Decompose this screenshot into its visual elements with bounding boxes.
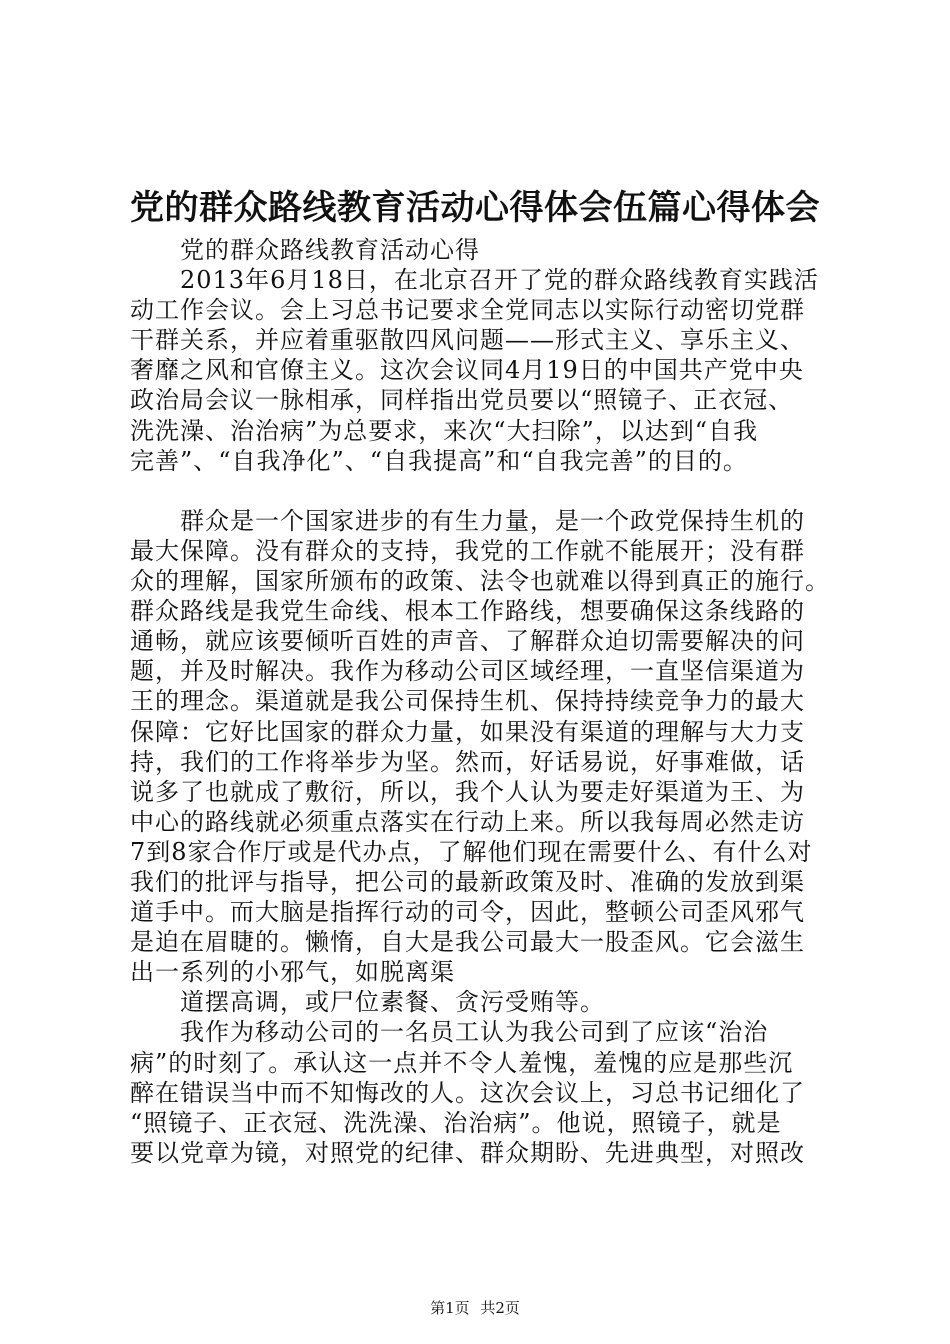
paragraph-line: 题，并及时解决。我作为移动公司区域经理，一直坚信渠道为 [130,657,805,686]
paragraph-line: 通畅，就应该要倾听百姓的声音、了解群众迫切需要解决的问 [130,627,805,656]
paragraph-line: 中心的路线就必须重点落实在行动上来。所以我每周必然走访 [130,807,805,836]
paragraph-line: 说多了也就成了敷衍，所以，我个人认为要走好渠道为王、为 [130,777,805,806]
paragraph-line: 动工作会议。会上习总书记要求全党同志以实际行动密切党群 [130,296,805,325]
paragraph-line: 群众路线是我党生命线、根本工作路线，想要确保这条线路的 [130,597,805,626]
paragraph-line: “照镜子、正衣冠、洗洗澡、治治病”。他说，照镜子，就是 [130,1108,782,1137]
paragraph-line: 我作为移动公司的一名员工认为我公司到了应该“治治 [180,1018,769,1047]
page-number: 第1页 [430,1299,470,1317]
paragraph-3 [130,987,838,1017]
paragraph-line: 完善”、“自我净化”、“自我提高”和“自我完善”的目的。 [130,446,748,475]
document-body [130,235,838,1168]
paragraph-line: 政治局会议一脉相承，同样指出党员要以“照镜子、正衣冠、 [130,386,794,415]
paragraph-line: 奢靡之风和官僚主义。这次会议同4月19日的中国共产党中央 [130,356,804,385]
paragraph-spacer [130,476,838,506]
paragraph-1 [130,265,838,476]
paragraph-line: 持，我们的工作将举步为坚。然而，好话易说，好事难做，话 [130,747,805,776]
paragraph-line: 洗洗澡、治治病”为总要求，来次“大扫除”，以达到“自我 [130,416,759,445]
paragraph-line: 最大保障。没有群众的支持，我党的工作就不能展开；没有群 [130,536,805,565]
paragraph-line: 醉在错误当中而不知悔改的人。这次会议上，习总书记细化了 [130,1078,805,1107]
paragraph-line: 众的理解，国家所颁布的政策、法令也就难以得到真正的施行。 [130,567,830,596]
paragraph-line: 保障：它好比国家的群众力量，如果没有渠道的理解与大力支 [130,717,805,746]
paragraph-4 [130,1017,838,1167]
paragraph-line: 道摆高调，或尸位素餐、贪污受贿等。 [180,988,605,1017]
paragraph-line: 要以党章为镜，对照党的纪律、群众期盼、先进典型，对照改 [130,1138,805,1167]
paragraph-line: 是迫在眉睫的。懒惰，自大是我公司最大一股歪风。它会滋生 [130,928,805,957]
paragraph-2 [130,506,838,988]
paragraph-line: 病”的时刻了。承认这一点并不令人羞愧，羞愧的应是那些沉 [130,1048,794,1077]
page-total: 共2页 [480,1299,520,1317]
paragraph-line: 干群关系，并应着重驱散四风问题——形式主义、享乐主义、 [130,326,805,355]
document-title: 党的群众路线教育活动心得体会伍篇心得体会 [130,188,820,228]
paragraph-line: 出一系列的小邪气，如脱离渠 [130,958,455,987]
page-footer [0,1298,950,1318]
paragraph-line: 群众是一个国家进步的有生力量，是一个政党保持生机的 [180,506,805,535]
document-subtitle: 党的群众路线教育活动心得 [180,236,480,264]
paragraph-line: 道手中。而大脑是指挥行动的司令，因此，整顿公司歪风邪气 [130,898,805,927]
paragraph-line: 7到8家合作厅或是代办点，了解他们现在需要什么、有什么对 [130,837,813,866]
paragraph-line: 王的理念。渠道就是我公司保持生机、保持持续竞争力的最大 [130,687,805,716]
paragraph-line: 我们的批评与指导，把公司的最新政策及时、准确的发放到渠 [130,867,805,896]
paragraph-line: 2013年6月18日，在北京召开了党的群众路线教育实践活 [180,266,819,295]
